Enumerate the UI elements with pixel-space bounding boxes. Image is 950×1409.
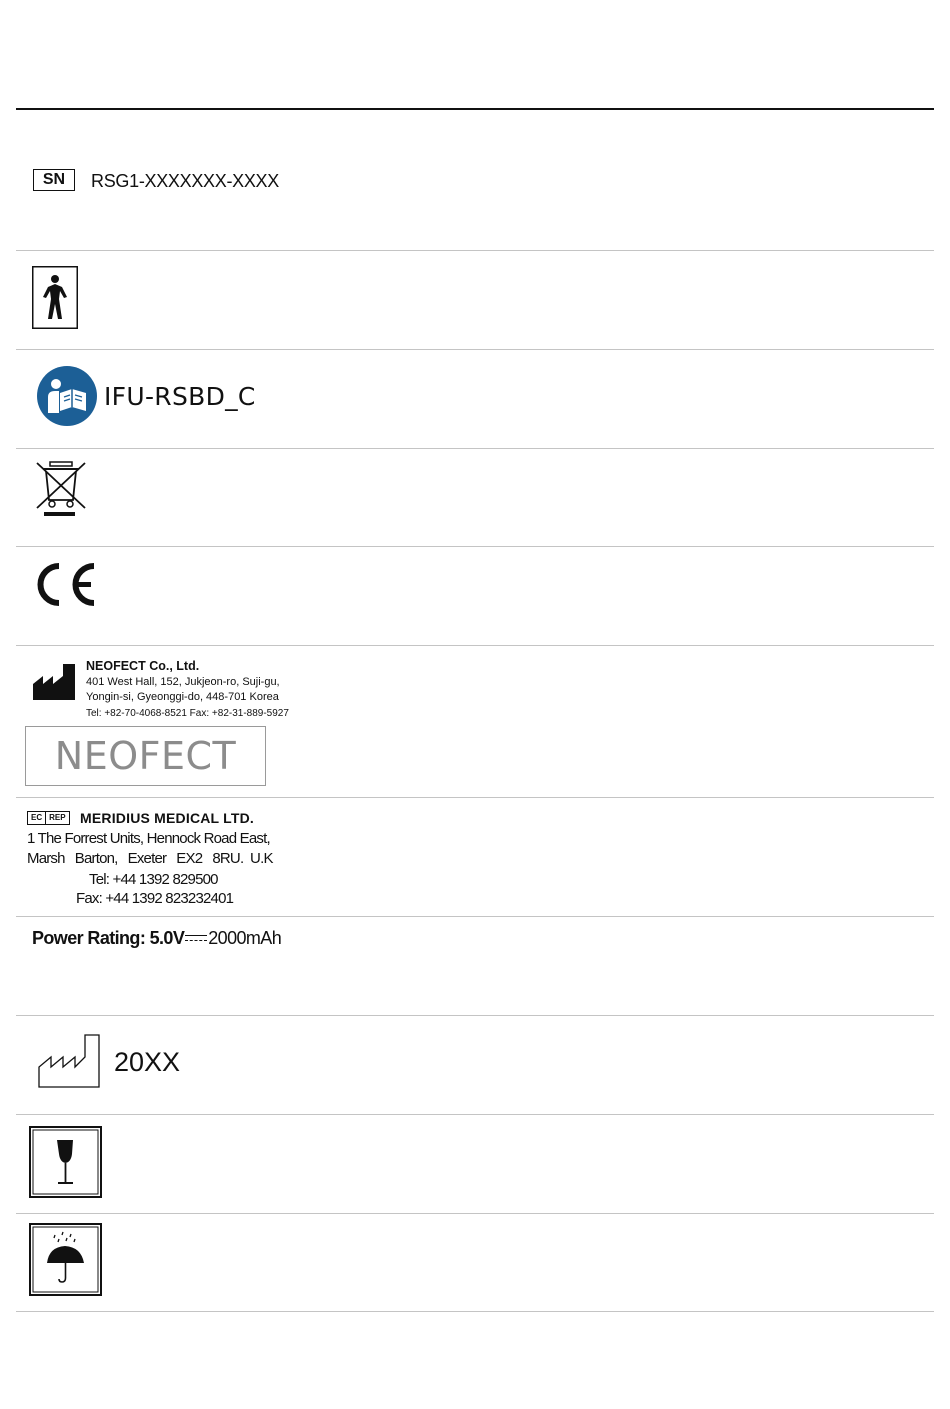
date-of-manufacture-icon bbox=[38, 1034, 102, 1093]
serial-number-symbol-label: SN bbox=[42, 171, 66, 188]
type-bf-applied-part-icon bbox=[32, 266, 78, 334]
ec-rep-fax: Fax: +44 1392 823232401 bbox=[76, 890, 234, 907]
row-separator bbox=[16, 448, 934, 449]
row-separator bbox=[16, 546, 934, 547]
ec-rep-tel: Tel: +44 1392 829500 bbox=[89, 871, 218, 888]
ec-rep-address-line-2: Marsh Barton, Exeter EX2 8RU. U.K bbox=[27, 850, 273, 867]
ec-rep-name: MERIDIUS MEDICAL LTD. bbox=[80, 810, 255, 826]
neofect-logo-text: NEOFECT bbox=[54, 734, 237, 778]
ec-rep-tag-ec: EC bbox=[27, 811, 46, 825]
consult-instructions-icon bbox=[36, 365, 98, 432]
manufacturer-address-line-2: Yongin-si, Gyeonggi-do, 448-701 Korea bbox=[86, 691, 279, 703]
serial-number-symbol bbox=[33, 169, 75, 191]
row-separator bbox=[16, 645, 934, 646]
power-rating-label: Power Rating: 5.0V bbox=[32, 928, 185, 948]
row-separator bbox=[16, 250, 934, 251]
row-separator bbox=[16, 349, 934, 350]
row-separator bbox=[16, 797, 934, 798]
manufacturer-factory-icon bbox=[33, 662, 77, 705]
neofect-logo bbox=[25, 726, 266, 786]
manufacturer-address bbox=[86, 659, 289, 721]
keep-dry-umbrella-icon bbox=[29, 1223, 102, 1301]
row-separator bbox=[16, 1311, 934, 1312]
ec-rep-address-line-1: 1 The Forrest Units, Hennock Road East, bbox=[27, 830, 270, 847]
ec-rep-symbol bbox=[27, 811, 70, 825]
crossed-out-wheelie-bin-icon bbox=[33, 460, 89, 523]
row-separator bbox=[16, 1114, 934, 1115]
row-separator bbox=[16, 1015, 934, 1016]
fragile-glass-icon bbox=[29, 1126, 102, 1203]
serial-number-value: RSG1-XXXXXXX-XXXX bbox=[91, 171, 279, 191]
top-rule bbox=[16, 108, 934, 110]
direct-current-icon bbox=[185, 934, 207, 944]
ce-mark-icon bbox=[33, 562, 97, 612]
manufacturer-address-line-1: 401 West Hall, 152, Jukjeon-ro, Suji-gu, bbox=[86, 675, 280, 688]
ec-rep-tag-rep: REP bbox=[46, 811, 69, 825]
power-rating bbox=[32, 928, 281, 949]
power-rating-capacity: 2000mAh bbox=[208, 928, 282, 948]
row-separator bbox=[16, 1213, 934, 1214]
manufacturer-name: NEOFECT Co., Ltd. bbox=[86, 659, 200, 673]
ifu-document-code: IFU-RSBD_C bbox=[104, 382, 256, 411]
manufacturer-contact: Tel: +82-70-4068-8521 Fax: +82-31-889-5927 bbox=[86, 707, 289, 719]
row-separator bbox=[16, 916, 934, 917]
manufacture-date-text: 20XX bbox=[114, 1047, 181, 1077]
